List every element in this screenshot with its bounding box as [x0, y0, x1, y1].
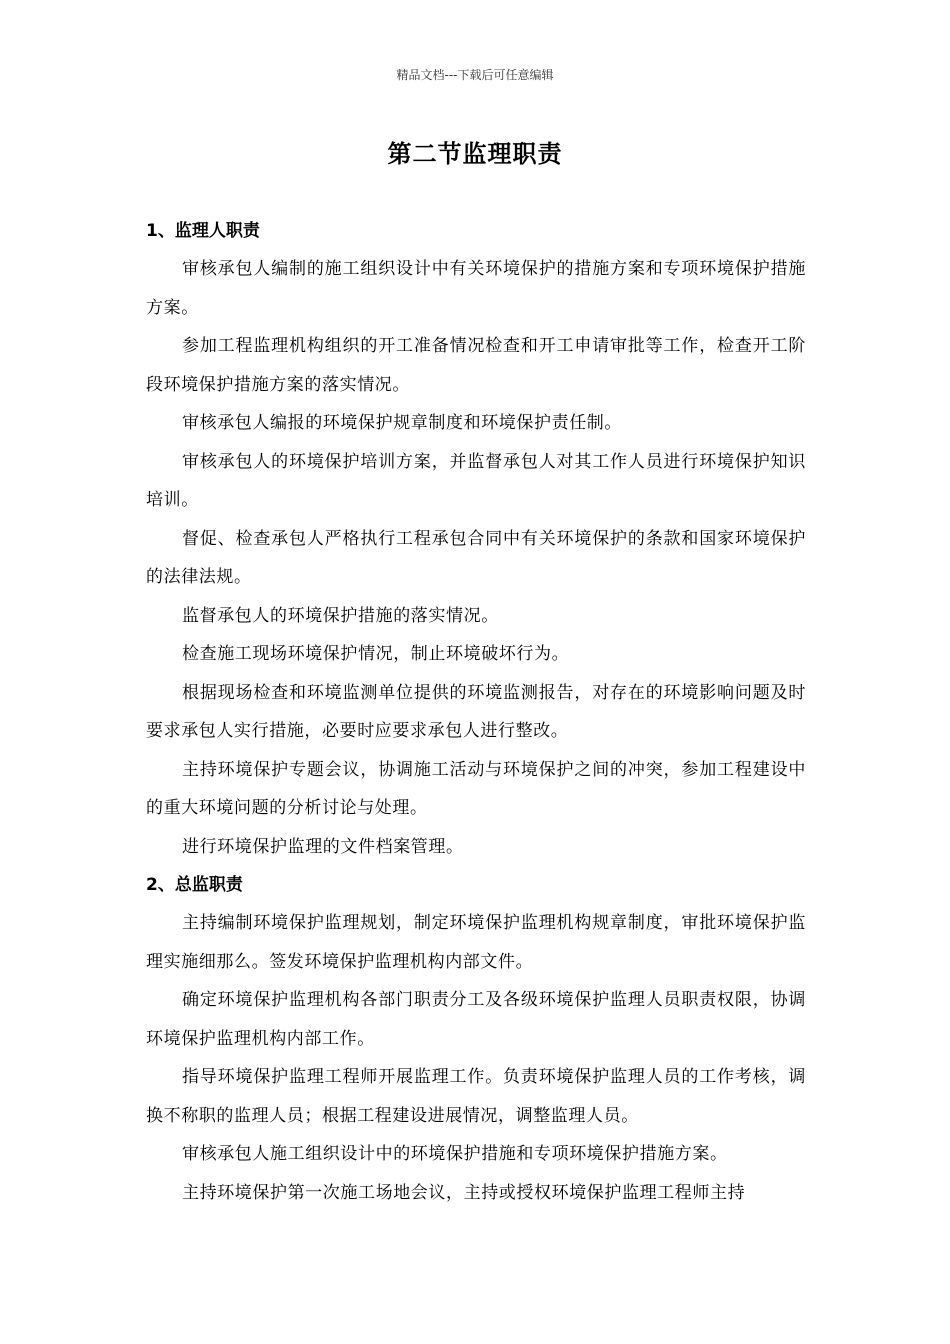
paragraph: 监督承包人的环境保护措施的落实情况。	[182, 605, 499, 626]
page-title: 第二节监理职责	[387, 140, 563, 168]
paragraph: 主持环境保护第一次施工场地会议，主持或授权环境保护监理工程师主持	[182, 1182, 746, 1203]
document-body	[146, 212, 806, 1212]
paragraph: 指导环境保护监理工程师开展监理工作。负责环境保护监理人员的工作考核，调换不称职的监理人员；根据工程建设进展情况，调整监理人员。	[146, 1067, 806, 1126]
paragraph: 确定环境保护监理机构各部门职责分工及各级环境保护监理人员职责权限，协调环境保护监理机构内部工作。	[146, 990, 806, 1049]
paragraph: 审核承包人编报的环境保护规章制度和环境保护责任制。	[182, 413, 622, 433]
paragraph: 主持编制环境保护监理规划，制定环境保护监理机构规章制度，审批环境保护监理实施细那么。签发环境保护监理机构内部文件。	[146, 913, 806, 972]
paragraph: 主持环境保护专题会议，协调施工活动与环境保护之间的冲突，参加工程建设中的重大环境问题的分析讨论与处理。	[146, 759, 806, 818]
paragraph: 参加工程监理机构组织的开工准备情况检查和开工申请审批等工作，检查开工阶段环境保护措施方案的落实情况。	[146, 336, 806, 395]
paragraph: 进行环境保护监理的文件档案管理。	[182, 836, 464, 857]
section-chief-supervisor-duties	[146, 866, 806, 1212]
paragraph: 审核承包人施工组织设计中的环境保护措施和专项环境保护措施方案。	[182, 1144, 728, 1164]
section-heading: 2、总监职责	[146, 875, 243, 895]
section-heading: 1、监理人职责	[146, 221, 260, 241]
paragraph: 审核承包人编制的施工组织设计中有关环境保护的措施方案和专项环境保护措施方案。	[146, 259, 806, 318]
paragraph: 审核承包人的环境保护培训方案，并监督承包人对其工作人员进行环境保护知识培训。	[146, 451, 806, 510]
section-supervisor-duties	[146, 212, 806, 866]
paragraph: 根据现场检查和环境监测单位提供的环境监测报告，对存在的环境影响问题及时要求承包人实行措施，必要时应要求承包人进行整改。	[146, 682, 806, 741]
paragraph: 督促、检查承包人严格执行工程承包合同中有关环境保护的条款和国家环境保护的法律法规。	[146, 528, 806, 587]
paragraph: 检查施工现场环境保护情况，制止环境破坏行为。	[182, 644, 570, 664]
header-note: 精品文档---下载后可任意编辑	[396, 68, 554, 82]
